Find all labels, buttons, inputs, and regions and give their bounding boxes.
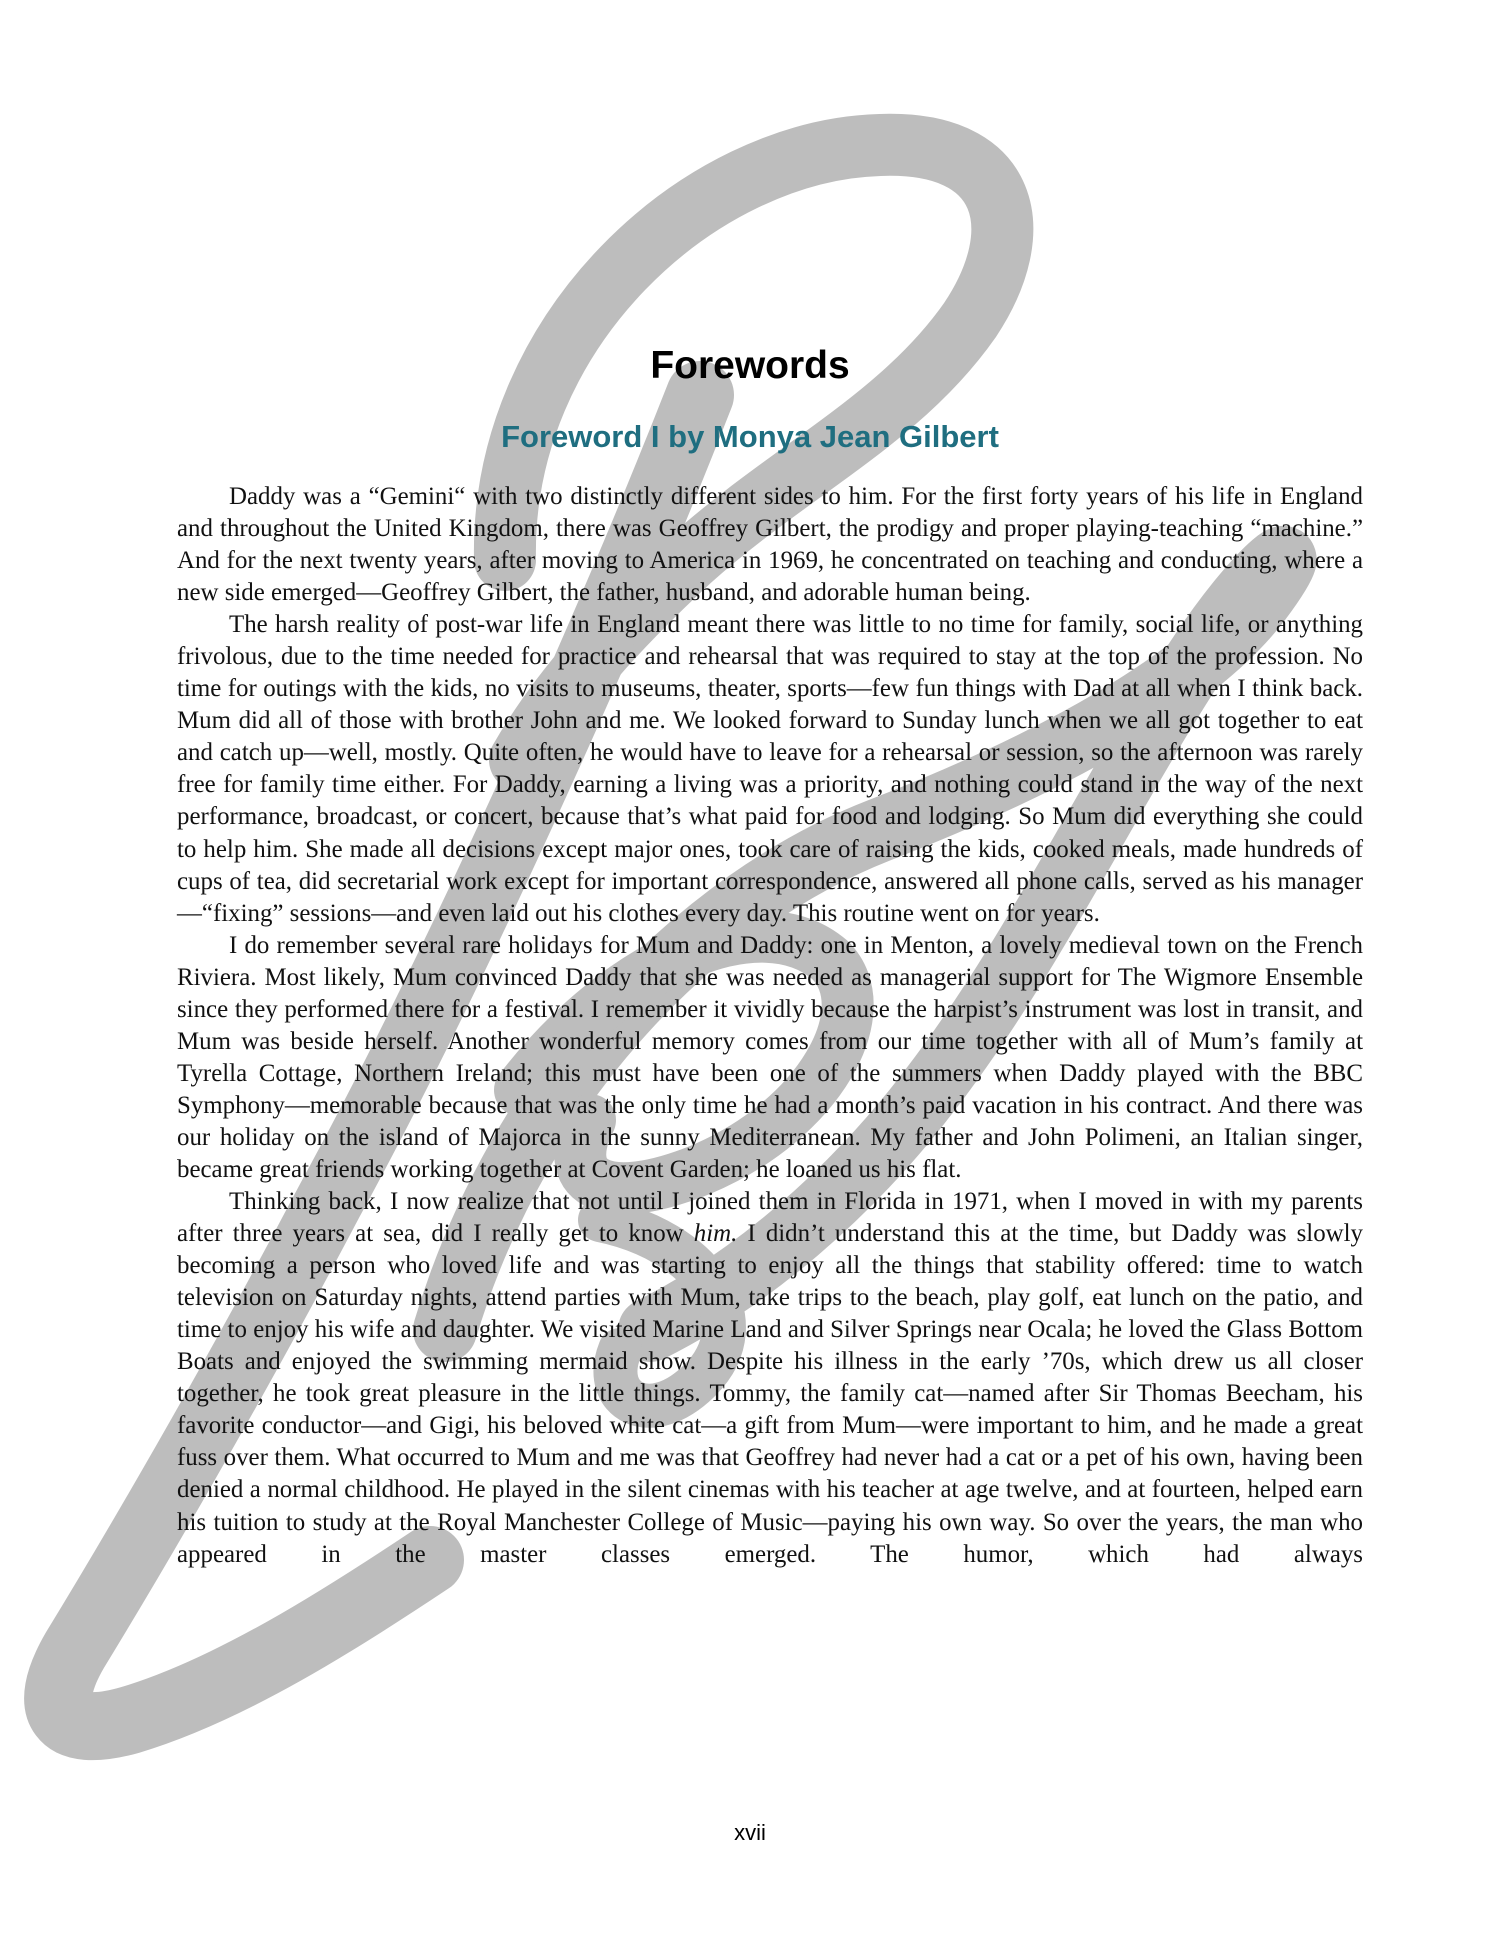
paragraph-3-text: I do remember several rare holidays for Mum and Daddy: one in Menton, a lovely medieval town on the French Riviera. Most likely, Mum convinced Daddy that she was needed as managerial support for The Wigmore Ensemble since they performed there for a festival. I remember it vividly because the harpist’s instrument was lost in transit, and Mum was beside herself. Another wonderful memory comes from our time together with all of Mum’s family at Tyrella Cottage, Northern Ireland; this must have been one of the summers when Daddy played with the BBC Symphony—memorable because that was the only time he had a month’s paid vacation in his contract. And there was our holiday on the island of Majorca in the sunny Mediterranean. My father and John Polimeni, an Italian singer, became great friends working together at Covent Garden; he loaned us his flat.: [177, 931, 1363, 1183]
paragraph-4-text-after: I didn’t understand this at the time, but Daddy was slowly becoming a person who loved life and was starting to enjoy all the things that stability offered: time to watch television on Saturday nights, attend parties with Mum, take trips to the beach, play golf, eat lunch on the patio, and time to enjoy his wife and daughter. We visited Marine Land and Silver Springs near Ocala; he loved the Glass Bottom Boats and enjoyed the swimming mermaid show. Despite his illness in the early ’70s, which drew us all closer together, he took great pleasure in the little things. Tommy, the family cat—named after Sir Thomas Beecham, his favorite conductor—and Gigi, his beloved white cat—a gift from Mum—were important to him, and he made a great fuss over them. What occurred to Mum and me was that Geoffrey had never had a cat or a pet of his own, having been denied a normal childhood. He played in the silent cinemas with his teacher at age twelve, and at fourteen, helped earn his tuition to study at the Royal Manchester College of Music—paying his own way. So over the years, the man who appeared in the master classes emerged. The humor, which had always: [177, 1220, 1363, 1568]
section-title: Forewords: [650, 344, 850, 387]
foreword-body: [177, 481, 1363, 1571]
paragraph-2-text: The harsh reality of post-war life in England meant there was little to no time for family, social life, or anything frivolous, due to the time needed for practice and rehearsal that was required to stay at the top of the profession. No time for outings with the kids, no visits to museums, theater, sports—few fun things with Dad at all when I think back. Mum did all of those with brother John and me. We looked forward to Sunday lunch when we all got together to eat and catch up—well, mostly. Quite often, he would have to leave for a rehearsal or session, so the afternoon was rarely free for family time either. For Daddy, earning a living was a priority, and nothing could stand in the way of the next performance, broadcast, or concert, because that’s what paid for food and lodging. So Mum did everything she could to help him. She made all decisions except major ones, took care of raising the kids, cooked meals, made hundreds of cups of tea, did secretarial work except for important correspondence, answered all phone calls, served as his manager—“fixing” sessions—and even laid out his clothes every day. This routine went on for years.: [177, 611, 1363, 927]
paragraph-4: [177, 1186, 1363, 1571]
paragraph-4-text-before: Thinking back, I now realize that not until I joined them in Florida in 1971, when I moved in with my parents after three years at sea, did I really get to know: [177, 1188, 1363, 1248]
page-number: xvii: [734, 1820, 766, 1845]
paragraph-1: [177, 481, 1363, 609]
paragraph-1-text: Daddy was a “Gemini“ with two distinctly different sides to him. For the first forty years of his life in England and throughout the United Kingdom, there was Geoffrey Gilbert, the prodigy and proper playing-teaching “machine.” And for the next twenty years, after moving to America in 1969, he concentrated on teaching and conducting, where a new side emerged—Geoffrey Gilbert, the father, husband, and adorable human being.: [177, 483, 1363, 607]
paragraph-2: [177, 609, 1363, 929]
paragraph-3: [177, 930, 1363, 1186]
paragraph-4-emphasis: him.: [693, 1220, 738, 1248]
foreword-title: Foreword I by Monya Jean Gilbert: [501, 419, 999, 454]
